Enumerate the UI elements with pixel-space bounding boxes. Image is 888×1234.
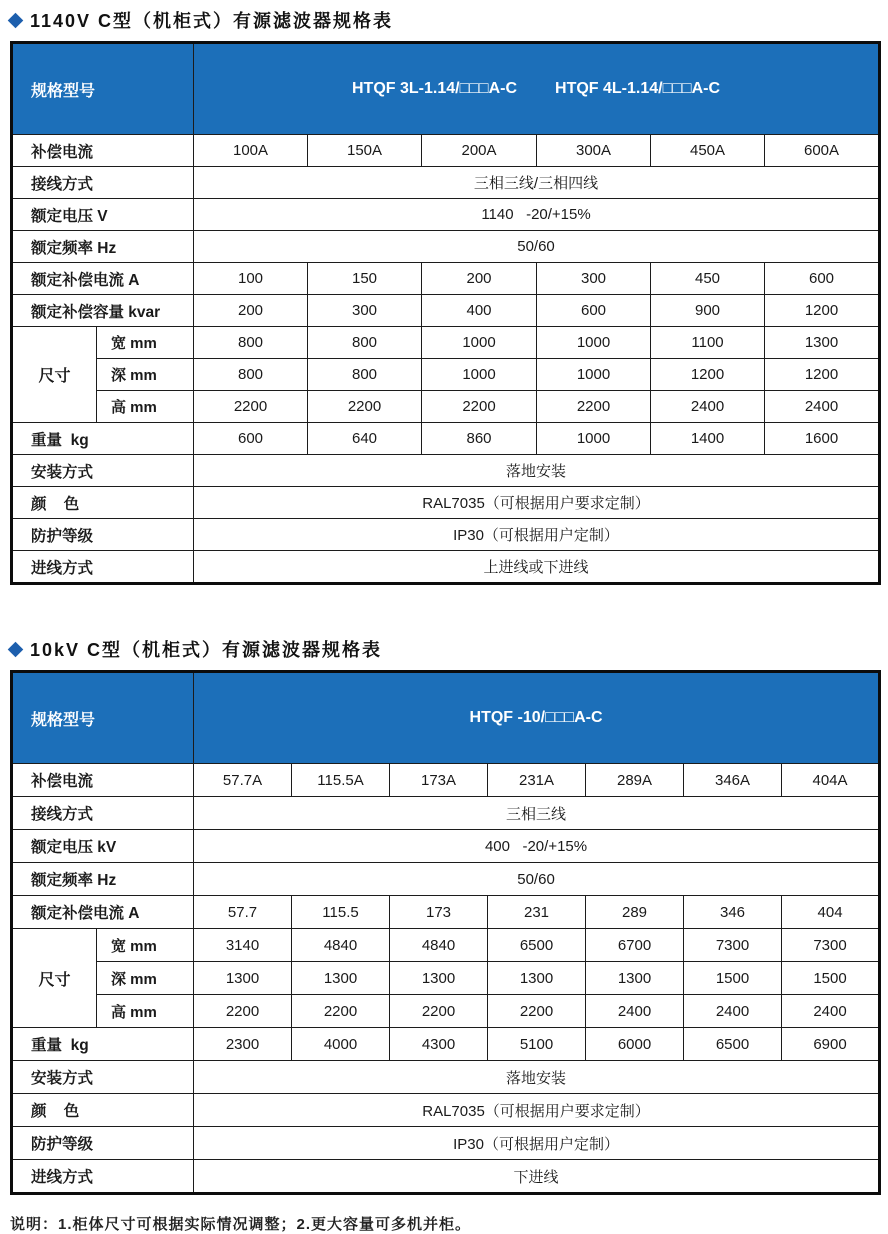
spec-label-cell: 高 mm: [97, 391, 194, 423]
table-row: [12, 764, 880, 797]
spec-value-cell: 1000: [537, 327, 651, 359]
table-row: [12, 391, 880, 423]
spec-value-cell: 900: [651, 295, 765, 327]
table-row: [12, 263, 880, 295]
spec-label-cell: 额定频率 Hz: [12, 863, 194, 896]
model-designation: HTQF 3L-1.14/□□□A-C: [352, 80, 518, 97]
spec-value-cell: 173: [390, 896, 488, 929]
spec-label-cell: 额定补偿电流 A: [12, 263, 194, 295]
spec-value-cell: 三相三线/三相四线: [194, 167, 880, 199]
spec-value-cell: 2200: [422, 391, 537, 423]
table-row: [12, 863, 880, 896]
model-designation: HTQF -10/□□□A-C: [469, 709, 603, 726]
spec-value-cell: 下进线: [194, 1160, 880, 1194]
model-header-cell: [194, 672, 880, 764]
spec-value-cell: 231A: [488, 764, 586, 797]
table-row: [12, 295, 880, 327]
spec-table-10kv: [10, 670, 881, 1195]
spec-value-cell: 200: [422, 263, 537, 295]
table-row: [12, 1160, 880, 1194]
spec-value-cell: 1300: [488, 962, 586, 995]
spec-value-cell: 6500: [488, 929, 586, 962]
spec-value-cell: 231: [488, 896, 586, 929]
spec-value-cell: 1200: [651, 359, 765, 391]
spec-label-cell: 额定补偿电流 A: [12, 896, 194, 929]
table-row: [12, 797, 880, 830]
spec-value-cell: 289: [586, 896, 684, 929]
spec-value-cell: 57.7: [194, 896, 292, 929]
spec-value-cell: 1100: [651, 327, 765, 359]
spec-value-cell: 346: [684, 896, 782, 929]
spec-label-cell: 宽 mm: [97, 327, 194, 359]
spec-value-cell: 落地安装: [194, 455, 880, 487]
spec-value-cell: 346A: [684, 764, 782, 797]
spec-label-cell: 深 mm: [97, 359, 194, 391]
spec-value-cell: RAL7035（可根据用户要求定制）: [194, 1094, 880, 1127]
spec-value-cell: 600: [765, 263, 880, 295]
spec-value-cell: 7300: [782, 929, 880, 962]
spec-label-cell: 额定电压 kV: [12, 830, 194, 863]
spec-value-cell: 100A: [194, 135, 308, 167]
spec-label-cell: 补偿电流: [12, 135, 194, 167]
spec-value-cell: 1000: [537, 359, 651, 391]
spec-value-cell: 2200: [194, 391, 308, 423]
spec-value-cell: 1140 -20/+15%: [194, 199, 880, 231]
dimension-group-label-cell: 尺寸: [12, 929, 97, 1028]
table-row: [12, 167, 880, 199]
spec-value-cell: 2200: [390, 995, 488, 1028]
model-designations: [194, 709, 878, 727]
spec-value-cell: 1500: [684, 962, 782, 995]
model-header-cell: [194, 43, 880, 135]
dimension-group-label-cell: 尺寸: [12, 327, 97, 423]
model-designation: HTQF 4L-1.14/□□□A-C: [555, 80, 721, 97]
spec-value-cell: 3140: [194, 929, 292, 962]
spec-label-cell: 安装方式: [12, 1061, 194, 1094]
table-row: [12, 359, 880, 391]
spec-value-cell: 600: [537, 295, 651, 327]
spec-value-cell: 50/60: [194, 231, 880, 263]
spec-label-cell: 颜 色: [12, 1094, 194, 1127]
spec-label-cell: 接线方式: [12, 797, 194, 830]
section-title-text: 10kV C型（机柜式）有源滤波器规格表: [30, 640, 383, 660]
spec-value-cell: 600A: [765, 135, 880, 167]
section-title-1140v: [10, 8, 878, 32]
spec-value-cell: IP30（可根据用户定制）: [194, 1127, 880, 1160]
spec-value-cell: 50/60: [194, 863, 880, 896]
spec-value-cell: 300: [308, 295, 422, 327]
spec-label-cell: 进线方式: [12, 551, 194, 584]
table-row: [12, 1061, 880, 1094]
spec-value-cell: 1000: [537, 423, 651, 455]
spec-value-cell: 1000: [422, 359, 537, 391]
spec-value-cell: 4840: [292, 929, 390, 962]
section-title-text: 1140V C型（机柜式）有源滤波器规格表: [30, 11, 394, 31]
spec-value-cell: 6900: [782, 1028, 880, 1061]
spec-value-cell: 5100: [488, 1028, 586, 1061]
spec-label-cell: 安装方式: [12, 455, 194, 487]
spec-value-cell: 640: [308, 423, 422, 455]
spec-label-cell: 深 mm: [97, 962, 194, 995]
spec-value-cell: 1500: [782, 962, 880, 995]
spec-value-cell: 2400: [684, 995, 782, 1028]
table-row: [12, 1127, 880, 1160]
table-row: [12, 199, 880, 231]
spec-value-cell: 4300: [390, 1028, 488, 1061]
spec-value-cell: 1300: [765, 327, 880, 359]
spec-value-cell: 404: [782, 896, 880, 929]
spec-value-cell: RAL7035（可根据用户要求定制）: [194, 487, 880, 519]
spec-label-cell: 高 mm: [97, 995, 194, 1028]
spec-value-cell: 2400: [586, 995, 684, 1028]
spec-value-cell: 1600: [765, 423, 880, 455]
spec-value-cell: 200: [194, 295, 308, 327]
spec-value-cell: 800: [194, 327, 308, 359]
spec-value-cell: 800: [194, 359, 308, 391]
table-row: [12, 1094, 880, 1127]
spec-value-cell: 400 -20/+15%: [194, 830, 880, 863]
spec-value-cell: 300A: [537, 135, 651, 167]
spec-label-cell: 宽 mm: [97, 929, 194, 962]
table-row-header: [12, 43, 880, 135]
spec-value-cell: 800: [308, 359, 422, 391]
spec-table-1140v: [10, 41, 881, 585]
spec-value-cell: 2200: [308, 391, 422, 423]
table-row: [12, 231, 880, 263]
spec-label-cell: 额定补偿容量 kvar: [12, 295, 194, 327]
spec-value-cell: 2400: [651, 391, 765, 423]
spec-label-cell: 接线方式: [12, 167, 194, 199]
spec-value-cell: 2200: [292, 995, 390, 1028]
corner-header-cell: 规格型号: [12, 672, 194, 764]
corner-header-cell: 规格型号: [12, 43, 194, 135]
spec-value-cell: 404A: [782, 764, 880, 797]
table-row: [12, 327, 880, 359]
spec-value-cell: 289A: [586, 764, 684, 797]
footnote-text: 说明：1.柜体尺寸可根据实际情况调整；2.更大容量可多机并柜。: [10, 1216, 472, 1233]
spec-value-cell: 2200: [537, 391, 651, 423]
spec-value-cell: 4840: [390, 929, 488, 962]
spec-value-cell: 6000: [586, 1028, 684, 1061]
spec-value-cell: 6700: [586, 929, 684, 962]
spec-value-cell: 860: [422, 423, 537, 455]
spec-value-cell: 400: [422, 295, 537, 327]
spec-value-cell: 200A: [422, 135, 537, 167]
table-row: [12, 487, 880, 519]
spec-label-cell: 防护等级: [12, 519, 194, 551]
spec-value-cell: 7300: [684, 929, 782, 962]
spec-value-cell: 三相三线: [194, 797, 880, 830]
model-designations: [194, 80, 878, 98]
spec-value-cell: 150A: [308, 135, 422, 167]
spec-label-cell: 额定电压 V: [12, 199, 194, 231]
spec-label-cell: 额定频率 Hz: [12, 231, 194, 263]
spec-value-cell: 4000: [292, 1028, 390, 1061]
table-row: [12, 962, 880, 995]
spec-value-cell: 落地安装: [194, 1061, 880, 1094]
table-row: [12, 551, 880, 584]
spec-value-cell: 115.5: [292, 896, 390, 929]
spec-label-cell: 重量 kg: [12, 1028, 194, 1061]
spec-value-cell: 300: [537, 263, 651, 295]
spec-value-cell: 100: [194, 263, 308, 295]
table-row: [12, 519, 880, 551]
table-row: [12, 1028, 880, 1061]
table-row: [12, 830, 880, 863]
spec-label-cell: 进线方式: [12, 1160, 194, 1194]
spec-value-cell: 2400: [782, 995, 880, 1028]
spec-value-cell: 2300: [194, 1028, 292, 1061]
spec-value-cell: 150: [308, 263, 422, 295]
spec-value-cell: 6500: [684, 1028, 782, 1061]
diamond-bullet-icon: [8, 12, 24, 28]
spec-value-cell: IP30（可根据用户定制）: [194, 519, 880, 551]
spec-value-cell: 1400: [651, 423, 765, 455]
table-row: [12, 423, 880, 455]
spec-value-cell: 115.5A: [292, 764, 390, 797]
spec-value-cell: 1300: [292, 962, 390, 995]
table-row: [12, 896, 880, 929]
spec-value-cell: 800: [308, 327, 422, 359]
table-row-header: [12, 672, 880, 764]
spec-label-cell: 重量 kg: [12, 423, 194, 455]
spec-value-cell: 450: [651, 263, 765, 295]
spec-value-cell: 2400: [765, 391, 880, 423]
spec-value-cell: 1200: [765, 295, 880, 327]
spec-value-cell: 57.7A: [194, 764, 292, 797]
spec-label-cell: 补偿电流: [12, 764, 194, 797]
diamond-bullet-icon: [8, 641, 24, 657]
spec-value-cell: 450A: [651, 135, 765, 167]
spec-value-cell: 1200: [765, 359, 880, 391]
section-title-10kv: [10, 637, 878, 661]
spec-value-cell: 1300: [194, 962, 292, 995]
spec-label-cell: 防护等级: [12, 1127, 194, 1160]
spec-value-cell: 1300: [390, 962, 488, 995]
table-row: [12, 455, 880, 487]
spec-value-cell: 1000: [422, 327, 537, 359]
spec-value-cell: 1300: [586, 962, 684, 995]
table-row: [12, 929, 880, 962]
spec-label-cell: 颜 色: [12, 487, 194, 519]
spec-value-cell: 2200: [194, 995, 292, 1028]
table-row: [12, 135, 880, 167]
spec-value-cell: 上进线或下进线: [194, 551, 880, 584]
spec-value-cell: 173A: [390, 764, 488, 797]
spec-value-cell: 600: [194, 423, 308, 455]
spec-value-cell: 2200: [488, 995, 586, 1028]
table-row: [12, 995, 880, 1028]
